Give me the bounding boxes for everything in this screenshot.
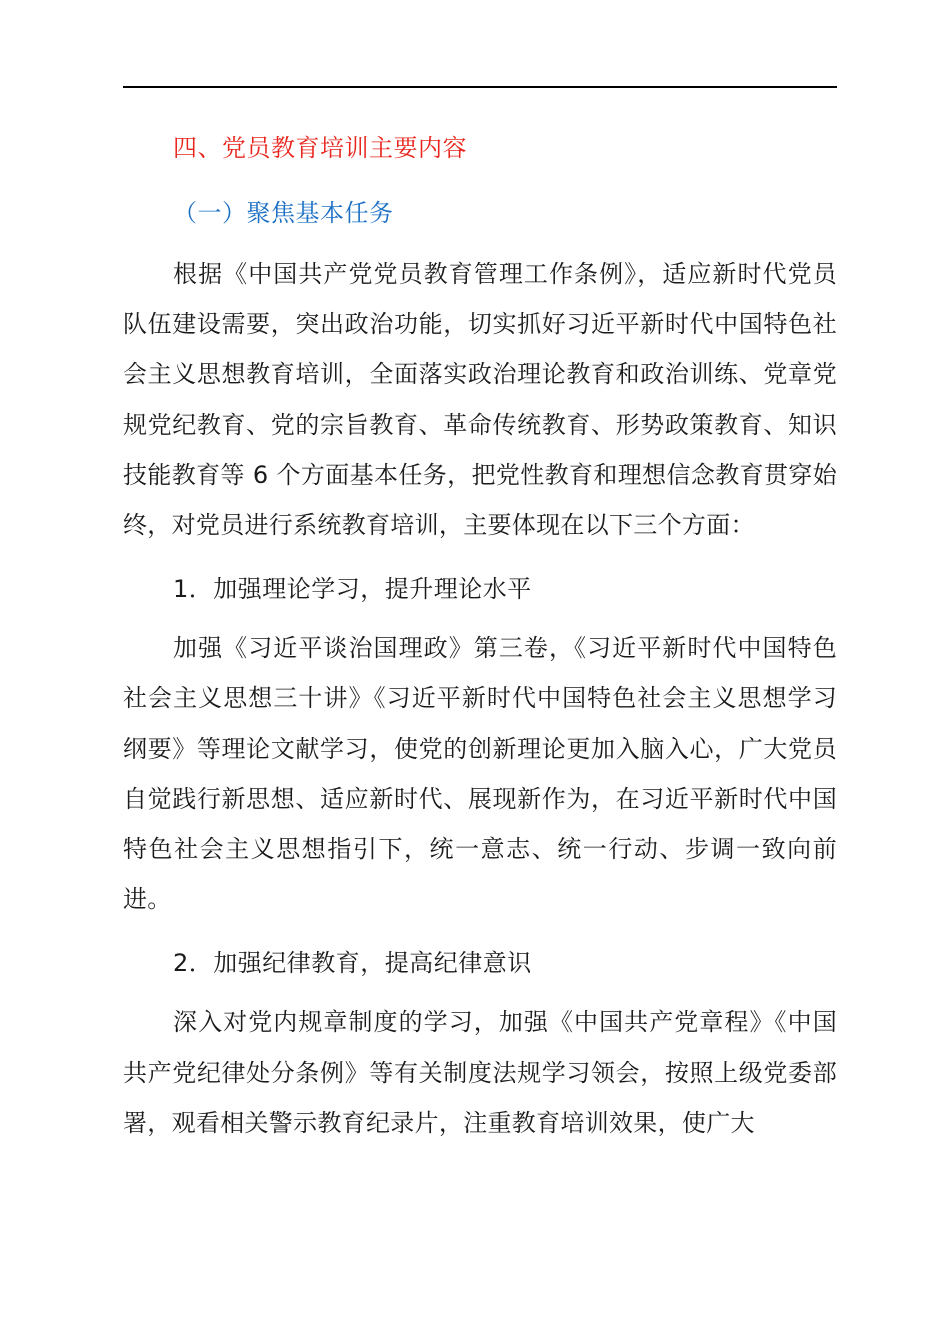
document-body xyxy=(123,126,837,1148)
point-2-body: 深入对党内规章制度的学习，加强《中国共产党章程》《中国共产党纪律处分条例》等有关制度法规学习领会，按照上级党委部署，观看相关警示教育纪录片，注重教育培训效果，使广大 xyxy=(123,1008,837,1137)
intro-paragraph: 根据《中国共产党党员教育管理工作条例》，适应新时代党员队伍建设需要，突出政治功能，切实抓好习近平新时代中国特色社会主义思想教育培训，全面落实政治理论教育和政治训练、党章党规党纪教育、党的宗旨教育、革命传统教育、形势政策教育、知识技能教育等 6 个方面基本任务，把党性教育和理想信念教育贯穿始终，对党员进行系统教育培训，主要体现在以下三个方面： xyxy=(123,260,837,540)
point-1-body: 加强《习近平谈治国理政》第三卷，《习近平新时代中国特色社会主义思想三十讲》《习近平新时代中国特色社会主义思想学习纲要》等理论文献学习，使党的创新理论更加入脑入心，广大党员自觉践行新思想、适应新时代、展现新作为，在习近平新时代中国特色社会主义思想指引下，统一意志、统一行动、步调一致向前进。 xyxy=(123,634,837,914)
section-heading: 四、党员教育培训主要内容 xyxy=(173,134,467,162)
subsection-heading: （一）聚焦基本任务 xyxy=(173,199,394,227)
point-1-title: 1．加强理论学习，提升理论水平 xyxy=(173,575,532,604)
header-rule xyxy=(123,86,837,88)
point-2-title: 2．加强纪律教育，提高纪律意识 xyxy=(173,949,532,978)
